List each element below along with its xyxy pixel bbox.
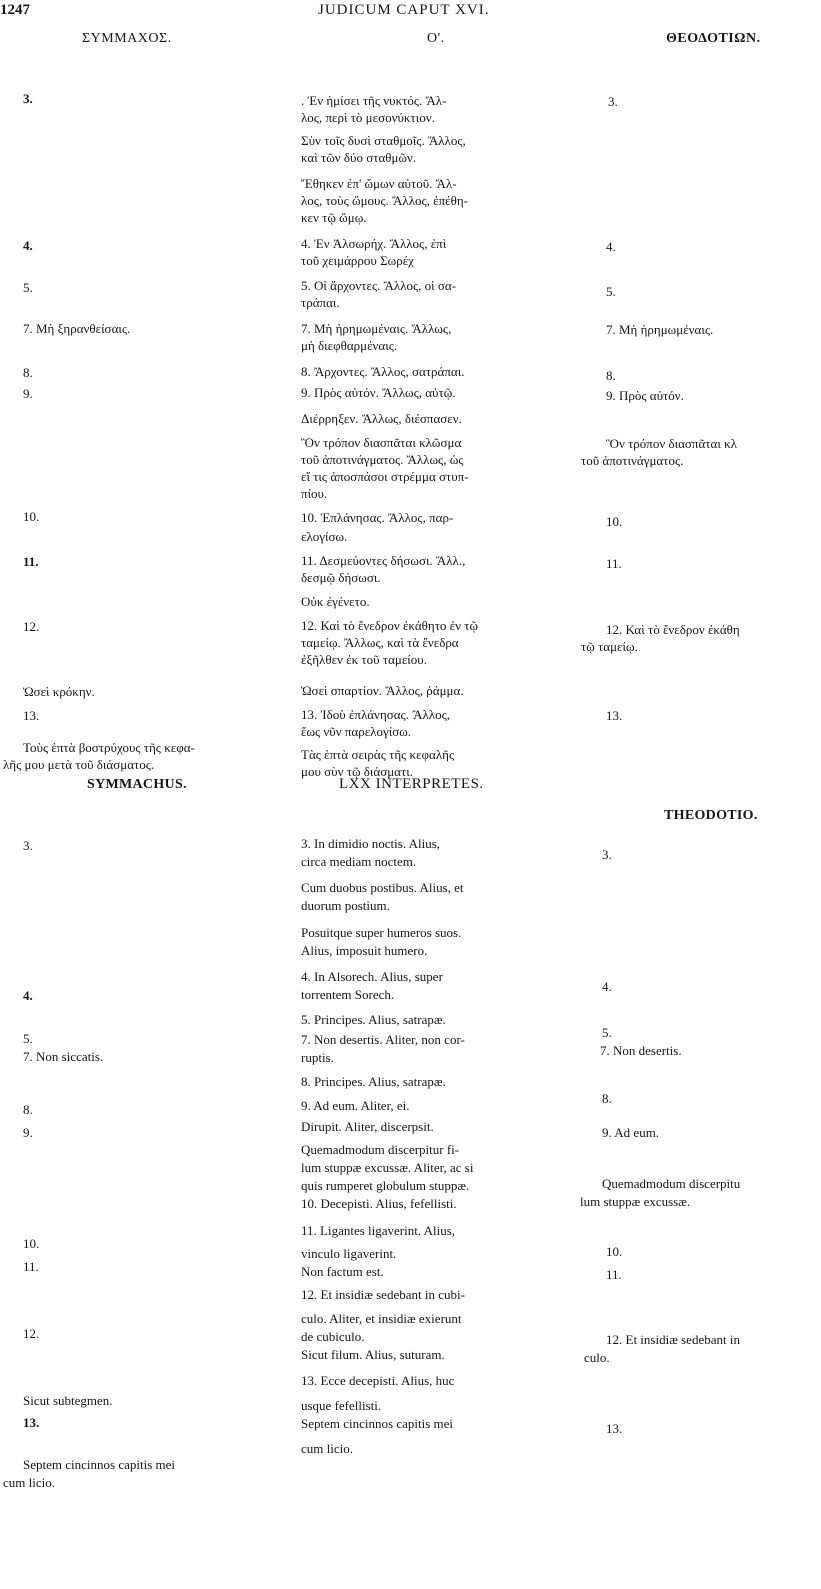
left-entry: 4. (23, 238, 33, 253)
middle-line: circa mediam noctem. (301, 854, 417, 869)
middle-line: culo. Aliter, et insidiæ exierunt (301, 1311, 462, 1326)
col-head-lxx-greek: Ο'. (427, 31, 445, 46)
middle-line: Ὃν τρόπον διασπᾶται κλῶσμα (301, 435, 462, 450)
right-entry: τοῦ ἀποτινάγματος. (581, 453, 684, 468)
right-entry: Quemadmodum discerpitu (602, 1176, 741, 1191)
page-number: 1247 (0, 2, 30, 18)
middle-line: lum stuppæ excussæ. Aliter, ac si (301, 1160, 474, 1175)
right-entry: 10. (606, 514, 623, 529)
middle-line: Ἔθηκεν ἐπ' ὤμων αὐτοῦ. Ἄλ- (301, 176, 457, 191)
right-entry: 11. (606, 556, 622, 571)
left-entry: 9. (23, 1125, 33, 1140)
middle-line: κεν τῷ ὤμῳ. (301, 210, 367, 225)
left-entry: 5. (23, 1031, 33, 1046)
col-head-theodotion-latin: THEODOTIO. (664, 808, 758, 823)
middle-line: cum licio. (301, 1441, 353, 1456)
right-entry: 4. (602, 979, 612, 994)
right-entry: culo. (584, 1350, 610, 1365)
middle-line: μου σὺν τῷ διάσματι. (301, 764, 413, 779)
middle-line: 12. Et insidiæ sedebant in cubi- (301, 1287, 465, 1302)
right-entry: 11. (606, 1267, 622, 1282)
middle-line: καὶ τῶν δύο σταθμῶν. (301, 150, 417, 165)
right-entry: 9. Πρὸς αὐτόν. (606, 388, 684, 403)
middle-line: 10. Ἐπλάνησας. Ἄλλος, παρ- (301, 510, 454, 525)
running-title: JUDICUM CAPUT XVI. (318, 2, 490, 18)
middle-line: Σὺν τοῖς δυσὶ σταθμοῖς. Ἄλλος, (301, 133, 466, 148)
middle-line: vinculo ligaverint. (301, 1246, 397, 1261)
middle-line: λος, τοὺς ὤμους. Ἄλλος, ἐπέθη- (301, 193, 468, 208)
left-entry: 11. (23, 554, 39, 569)
middle-line: Posuitque super humeros suos. (301, 925, 462, 940)
right-entry: 8. (606, 368, 616, 383)
col-head-theodotion-greek: ΘΕΟΔΟΤΙΩΝ. (666, 31, 761, 46)
left-entry: 12. (23, 1326, 40, 1341)
middle-line: duorum postium. (301, 898, 390, 913)
middle-line: torrentem Sorech. (301, 987, 395, 1002)
left-entry: 5. (23, 280, 33, 295)
left-entry: Ὡσεὶ κρόκην. (23, 684, 95, 699)
middle-line: ταμείῳ. Ἄλλως, καὶ τὰ ἔνεδρα (301, 635, 459, 650)
middle-line: 7. Μὴ ἠρημωμέναις. Ἄλλως, (301, 321, 452, 336)
middle-line: 9. Ad eum. Aliter, ei. (301, 1098, 410, 1113)
col-head-symmachus-latin: SYMMACHUS. (87, 777, 187, 792)
right-entry: 13. (606, 708, 623, 723)
left-entry: 11. (23, 1259, 39, 1274)
middle-line: τοῦ χειμάρρου Σωρέχ (301, 253, 414, 268)
middle-line: 8. Ἄρχοντες. Ἄλλος, σατράπαι. (301, 364, 465, 379)
middle-line: 5. Principes. Alius, satrapæ. (301, 1012, 446, 1027)
right-entry: 12. Et insidiæ sedebant in (606, 1332, 740, 1347)
right-entry: 4. (606, 239, 616, 254)
middle-line: πίου. (301, 486, 328, 501)
middle-line: ἕως νῦν παρελογίσω. (301, 724, 412, 739)
right-entry: 8. (602, 1091, 612, 1106)
left-entry: 10. (23, 509, 40, 524)
left-entry: 4. (23, 988, 33, 1003)
middle-line: Cum duobus postibus. Alius, et (301, 880, 464, 895)
right-entry: 9. Ad eum. (602, 1125, 660, 1140)
left-entry: Septem cincinnos capitis mei (23, 1457, 175, 1472)
middle-line: Ὡσεὶ σπαρτίον. Ἄλλος, ῥάμμα. (301, 683, 464, 698)
right-entry: 3. (602, 847, 612, 862)
right-entry: 5. (606, 284, 616, 299)
middle-line: Quemadmodum discerpitur fi- (301, 1142, 460, 1157)
left-entry: 3. (23, 838, 33, 853)
left-entry: Τοὺς ἑπτὰ βοστρύχους τῆς κεφα- (23, 740, 195, 755)
middle-line: Septem cincinnos capitis mei (301, 1416, 453, 1431)
left-entry: 9. (23, 386, 33, 401)
right-entry: 7. Non desertis. (600, 1043, 682, 1058)
left-entry: 7. Μὴ ξηρανθείσαις. (23, 321, 131, 336)
middle-line: 4. Ἐν Ἀλσωρήχ. Ἄλλος, ἐπὶ (301, 236, 447, 251)
middle-line: Τὰς ἑπτὰ σειρὰς τῆς κεφαλῆς (301, 747, 455, 762)
middle-line: 7. Non desertis. Aliter, non cor- (301, 1032, 465, 1047)
right-entry: 13. (606, 1421, 623, 1436)
left-entry: 13. (23, 1415, 40, 1430)
right-entry: τῷ ταμείῳ. (581, 639, 638, 654)
middle-line: quis rumperet globulum stuppæ. (301, 1178, 470, 1193)
left-entry: λῆς μου μετὰ τοῦ διάσματος. (3, 757, 155, 772)
middle-line: Διέρρηξεν. Ἄλλως, διέσπασεν. (301, 411, 462, 426)
middle-line: 13. Ἰδοὺ ἐπλάνησας. Ἄλλος, (301, 707, 450, 722)
middle-line: ruptis. (301, 1050, 334, 1065)
col-head-symmachus-greek: ΣΥΜΜΑΧΟΣ. (82, 31, 172, 46)
right-entry: 7. Μὴ ἠρημωμέναις. (606, 322, 714, 337)
middle-line: 11. Ligantes ligaverint. Alius, (301, 1223, 456, 1238)
middle-line: 8. Principes. Alius, satrapæ. (301, 1074, 446, 1089)
middle-line: δεσμῷ δήσωσι. (301, 570, 381, 585)
middle-line: τοῦ ἀποτινάγματος. Ἄλλως, ὡς (301, 452, 464, 467)
middle-line: de cubiculo. (301, 1329, 365, 1344)
middle-line: usque fefellisti. (301, 1398, 382, 1413)
middle-line: 11. Δεσμεύοντες δήσωσι. Ἄλλ., (301, 553, 466, 568)
left-entry: 8. (23, 1102, 33, 1117)
right-entry: Ὃν τρόπον διασπᾶται κλ (606, 436, 737, 451)
middle-line: τράπαι. (301, 295, 340, 310)
right-entry: 12. Καὶ τὸ ἔνεδρον ἐκάθη (606, 622, 740, 637)
left-entry: 8. (23, 365, 33, 380)
left-entry: cum licio. (3, 1475, 55, 1490)
middle-line: 3. In dimidio noctis. Alius, (301, 836, 441, 851)
middle-line: 9. Πρὸς αὐτόν. Ἄλλως, αὐτῷ. (301, 385, 456, 400)
middle-line: ἐξῆλθεν ἐκ τοῦ ταμείου. (301, 652, 427, 667)
middle-line: Sicut filum. Alius, suturam. (301, 1347, 445, 1362)
left-entry: Sicut subtegmen. (23, 1393, 113, 1408)
middle-line: 5. Οἱ ἄρχοντες. Ἄλλος, οἱ σα- (301, 278, 457, 293)
right-entry: 3. (608, 94, 618, 109)
middle-line: Dirupit. Aliter, discerpsit. (301, 1119, 434, 1134)
middle-line: Οὐκ ἐγένετο. (301, 594, 370, 609)
middle-line: Alius, imposuit humero. (301, 943, 428, 958)
left-entry: 12. (23, 619, 40, 634)
middle-line: 12. Καὶ τὸ ἔνεδρον ἐκάθητο ἐν τῷ (301, 618, 479, 633)
middle-line: Non factum est. (301, 1264, 384, 1279)
middle-line: μὴ διεφθαρμέναις. (301, 338, 398, 353)
right-entry: 10. (606, 1244, 623, 1259)
middle-line: λος, περὶ τὸ μεσονύκτιον. (301, 110, 435, 125)
right-entry: 5. (602, 1025, 612, 1040)
middle-line: 4. In Alsorech. Alius, super (301, 969, 443, 984)
right-entry: lum stuppæ excussæ. (580, 1194, 691, 1209)
left-entry: 7. Non siccatis. (23, 1049, 104, 1064)
left-entry: 10. (23, 1236, 40, 1251)
middle-line: εἴ τις ἀποσπάσοι στρέμμα στυπ- (301, 469, 469, 484)
middle-line: 13. Ecce decepisti. Alius, huc (301, 1373, 455, 1388)
middle-line: . Ἐν ἡμίσει τῆς νυκτός. Ἄλ- (301, 93, 447, 108)
left-entry: 13. (23, 708, 40, 723)
middle-line: 10. Decepisti. Alius, fefellisti. (301, 1196, 457, 1211)
col-head-lxx-latin: LXX INTERPRETES. (339, 776, 484, 792)
middle-line: ελογίσω. (301, 529, 348, 544)
left-entry: 3. (23, 91, 33, 106)
